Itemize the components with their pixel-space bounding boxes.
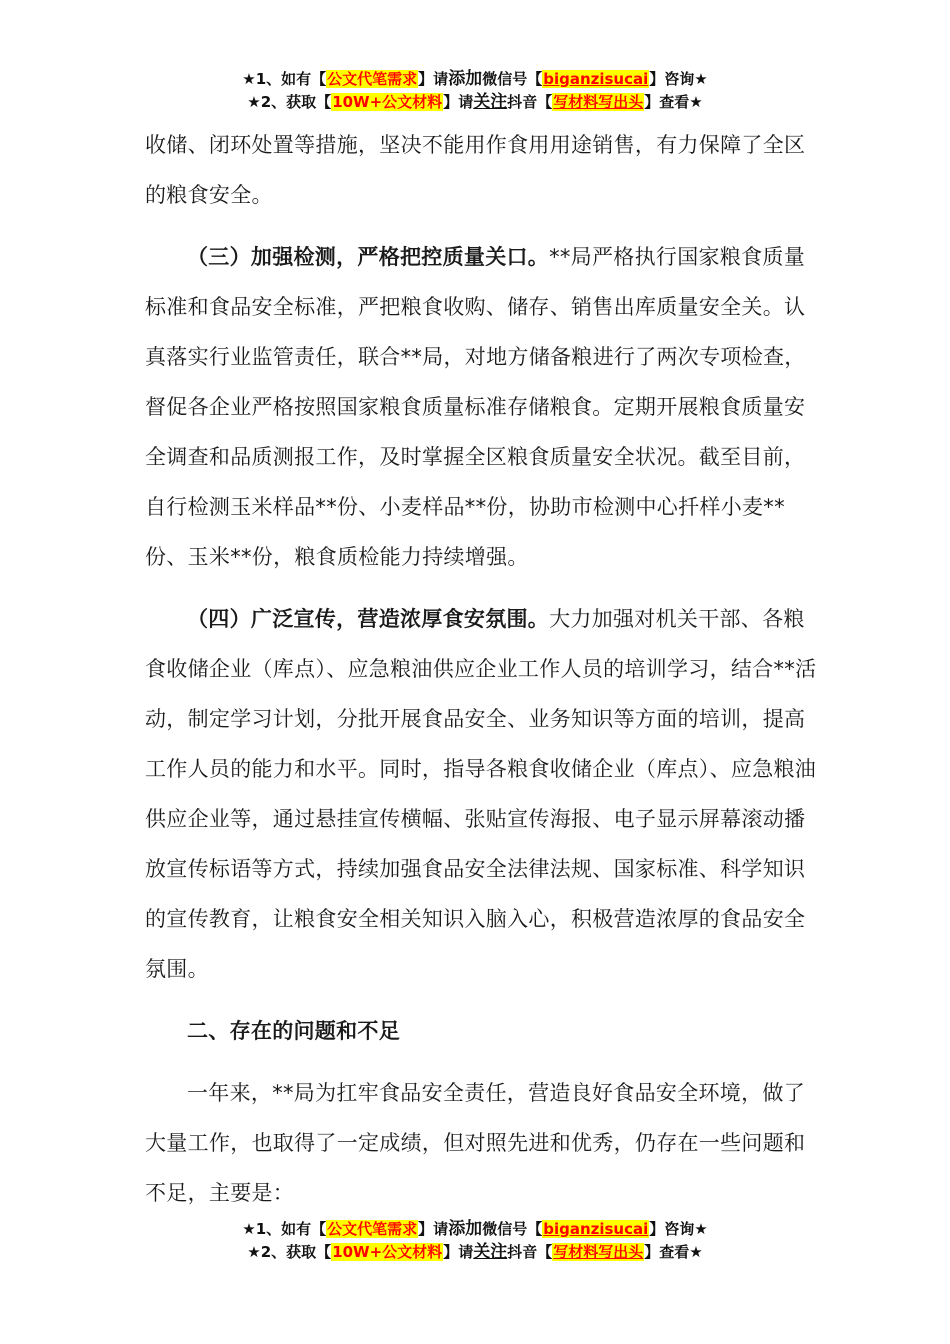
banner-line-2	[0, 91, 950, 114]
banner-highlight: 10W+公文材料	[332, 93, 443, 111]
paragraph-summary: 一年来，**局为扛牢食品安全责任，营造良好食品安全环境，做了大量工作，也取得了一定成绩，但对照先进和优秀，仍存在一些问题和不足，主要是：	[145, 1081, 806, 1205]
section-lead: （四）广泛宣传，营造浓厚食安氛围。	[187, 607, 550, 631]
paragraph-continued: 收储、闭环处置等措施，坚决不能用作食用用途销售，有力保障了全区的粮食安全。	[145, 133, 806, 207]
banner-text: 】咨询★	[649, 1220, 708, 1238]
banner-text: 】查看★	[644, 93, 703, 111]
banner-text: 微信号【	[482, 70, 543, 88]
banner-emphasis: 添加	[448, 1219, 483, 1239]
banner-emphasis: 添加	[448, 69, 483, 89]
paragraph-section-3	[145, 232, 825, 582]
section-lead: （三）加强检测，严格把控质量关口。	[187, 245, 550, 269]
banner-line-1	[0, 68, 950, 91]
section-body: 大力加强对机关干部、各粮食收储企业（库点）、应急粮油供应企业工作人员的培训学习，结合**活动，制定学习计划，分批开展食品安全、业务知识等方面的培训，提高工作人员的能力和水平。同时，指导各粮食收储企业（库点）、应急粮油供应企业等，通过悬挂宣传横幅、张贴宣传海报、电子显示屏幕滚动播放宣传标语等方式，持续加强食品安全法律法规、国家标准、科学知识的宣传教育，让粮食安全相关知识入脑入心，积极营造浓厚的食品安全氛围。	[145, 607, 817, 981]
banner-text: 微信号【	[482, 1220, 543, 1238]
banner-highlight: 写材料写出头	[553, 93, 644, 111]
banner-text: 】请	[443, 1243, 474, 1261]
banner-text: ★2、获取【	[247, 93, 332, 111]
banner-highlight: 10W+公文材料	[332, 1243, 443, 1261]
banner-line-2	[0, 1241, 950, 1264]
banner-emphasis: 关注	[473, 92, 508, 112]
banner-text: 抖音【	[507, 93, 553, 111]
banner-text: 】查看★	[644, 1243, 703, 1261]
banner-text: 】请	[443, 93, 474, 111]
paragraph-section-4	[145, 594, 825, 994]
banner-text: 抖音【	[507, 1243, 553, 1261]
banner-text: 】咨询★	[649, 70, 708, 88]
banner-text: ★2、获取【	[247, 1243, 332, 1261]
header-banner	[0, 68, 950, 114]
banner-highlight: biganzisucai	[543, 70, 649, 88]
banner-text: ★1、如有【	[242, 70, 327, 88]
banner-line-1	[0, 1218, 950, 1241]
banner-text: ★1、如有【	[242, 1220, 327, 1238]
banner-text: 】请	[418, 70, 449, 88]
banner-highlight: biganzisucai	[543, 1220, 649, 1238]
document-body	[145, 120, 825, 1218]
section-body: **局严格执行国家粮食质量标准和食品安全标准，严把粮食收购、储存、销售出库质量安全关。认真落实行业监管责任，联合**局，对地方储备粮进行了两次专项检查，督促各企业严格按照国家粮食质量标准存储粮食。定期开展粮食质量安全调查和品质测报工作，及时掌握全区粮食质量安全状况。截至目前，自行检测玉米样品**份、小麦样品**份，协助市检测中心扦样小麦**份、玉米**份，粮食质检能力持续增强。	[145, 245, 806, 569]
banner-emphasis: 关注	[473, 1242, 508, 1262]
section-heading: 二、存在的问题和不足	[187, 1019, 400, 1043]
banner-highlight: 公文代笔需求	[327, 1220, 418, 1238]
banner-text: 】请	[418, 1220, 449, 1238]
banner-highlight: 公文代笔需求	[327, 70, 418, 88]
footer-banner	[0, 1218, 950, 1264]
banner-highlight: 写材料写出头	[553, 1243, 644, 1261]
